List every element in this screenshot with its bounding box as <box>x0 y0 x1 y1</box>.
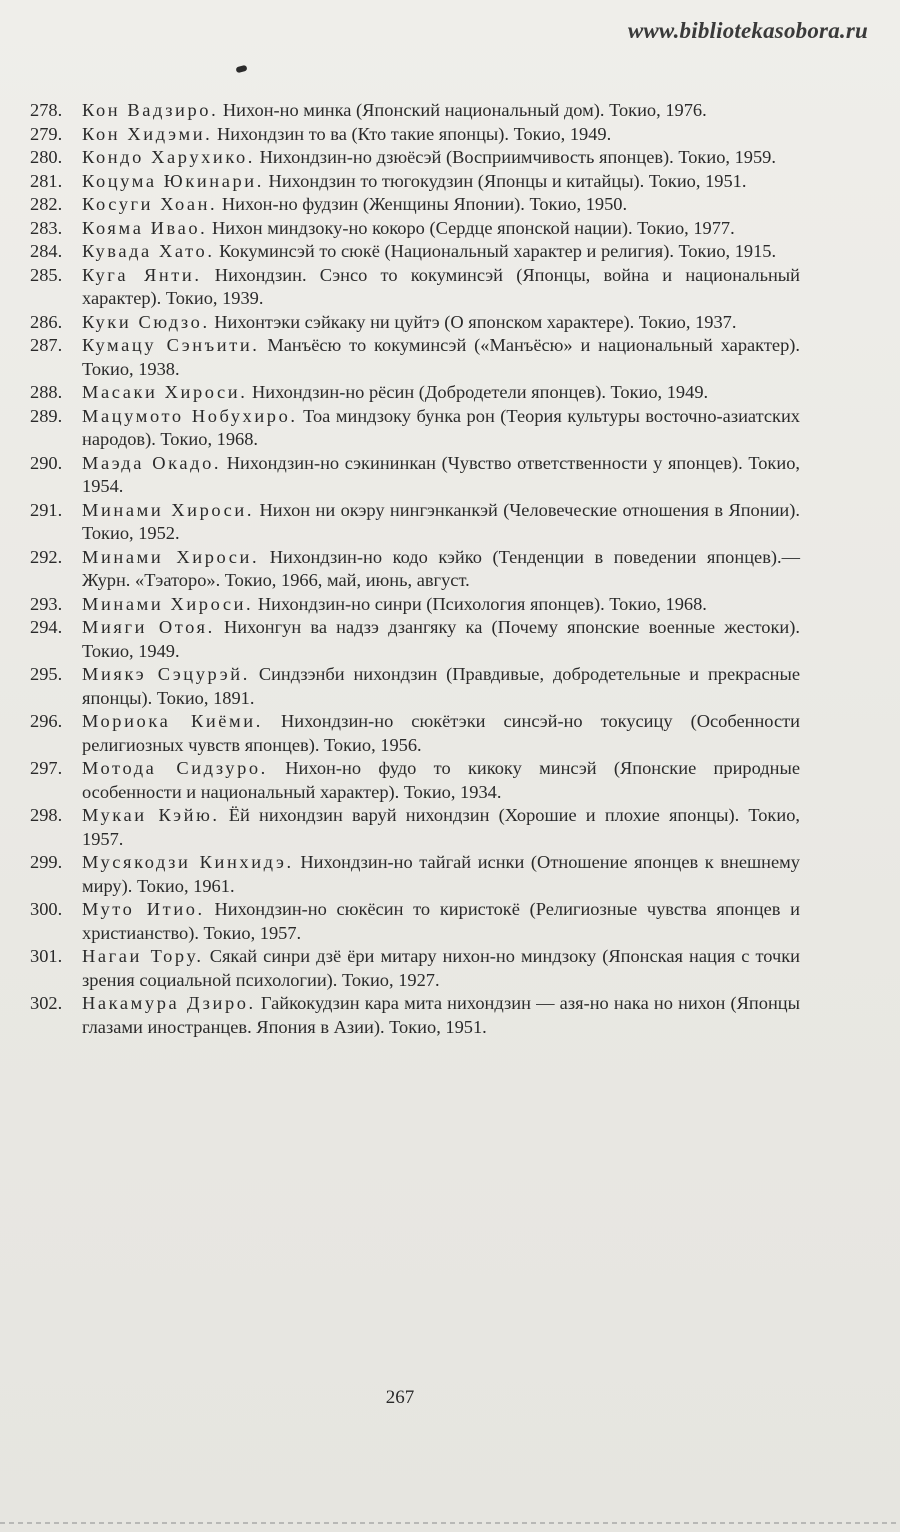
entry-author: Накамура Дзиро. <box>82 993 256 1013</box>
entry-number: 285. <box>30 264 63 285</box>
entry-text <box>82 593 800 617</box>
bibliography-entry <box>30 898 800 945</box>
entry-text <box>82 99 800 123</box>
entry-title: Нихонтэки сэйкаку ни цуйтэ (О японском характере). Токио, 1937. <box>209 311 737 332</box>
entry-number: 289. <box>30 405 63 426</box>
entry-number: 284. <box>30 241 63 261</box>
entry-number: 298. <box>30 805 63 825</box>
entry-number: 286. <box>30 311 63 332</box>
entry-author: Минами Хироси. <box>82 593 254 614</box>
entry-number: 297. <box>30 758 63 778</box>
entry-title: Нихондзин-но синри (Психология японцев). Токио, 1968. <box>253 593 707 614</box>
bibliography-entry <box>30 663 800 710</box>
entry-title: Нихон ни окэру нингэнканкэй (Человеческие отношения в Японии). Токио, 1952. <box>82 499 800 543</box>
bibliography-entry <box>30 99 800 123</box>
entry-author: Кувада Хато. <box>82 241 215 261</box>
entry-text <box>82 170 800 194</box>
entry-number: 288. <box>30 382 63 402</box>
page-edge <box>0 1522 900 1524</box>
entry-number: 300. <box>30 899 63 919</box>
watermark-url: www.bibliotekasobora.ru <box>627 18 868 43</box>
bibliography-list <box>30 99 800 1039</box>
bibliography-entry <box>30 311 800 335</box>
entry-text <box>82 804 800 851</box>
bibliography-entry <box>30 123 800 147</box>
bibliography-entry <box>30 710 800 757</box>
bibliography-entry <box>30 217 800 241</box>
entry-text <box>82 217 800 241</box>
entry-title: Нихондзин-но дзюёсэй (Восприимчивость японцев). Токио, 1959. <box>254 147 776 167</box>
bibliography-entry <box>30 851 800 898</box>
entry-number: 280. <box>30 147 63 167</box>
entry-title: Нихондзин-но кодо кэйко (Тенденции в поведении японцев).— Журн. «Тэаторо». Токио, 1966, май, июнь, август. <box>82 546 801 590</box>
entry-author: Кумацу Сэнъити. <box>82 335 260 355</box>
entry-number: 293. <box>30 593 63 614</box>
entry-title: Нихонгун ва надзэ дзангяку ка (Почему японские военные жестоки). Токио, 1949. <box>82 617 800 661</box>
ink-smudge <box>235 65 247 74</box>
entry-author: Мияги Отоя. <box>82 617 215 637</box>
entry-author: Нагаи Тору. <box>82 946 204 966</box>
entry-author: Кон Хидэми. <box>82 123 213 144</box>
entry-text <box>82 146 800 170</box>
entry-number: 294. <box>30 617 63 637</box>
entry-text <box>82 240 800 264</box>
entry-text <box>82 334 800 381</box>
entry-title: Гайкокудзин кара мита нихондзин — азя-но нака но нихон (Японцы глазами иностранцев. Япония в Азии). Токио, 1951. <box>82 993 801 1037</box>
entry-title: Манъёсю то кокуминсэй («Манъёсю» и национальный характер). Токио, 1938. <box>82 335 800 379</box>
bibliography-entry <box>30 405 800 452</box>
entry-title: Ёй нихондзин варуй нихондзин (Хорошие и плохие японцы). Токио, 1957. <box>82 805 800 849</box>
entry-number: 302. <box>30 993 63 1013</box>
entry-title: Нихондзин-но рёсин (Добродетели японцев). Токио, 1949. <box>247 382 709 402</box>
entry-title: Нихондзин то ва (Кто такие японцы). Токио, 1949. <box>212 123 612 144</box>
entry-number: 295. <box>30 664 63 684</box>
page-number: 267 <box>385 1387 415 1408</box>
entry-text <box>82 123 800 147</box>
entry-title: Нихон-но минка (Японский национальный дом). Токио, 1976. <box>218 100 707 120</box>
entry-author: Куки Сюдзо. <box>82 311 210 332</box>
entry-author: Минами Хироси. <box>82 499 255 520</box>
entry-number: 278. <box>30 100 63 120</box>
entry-author: Кондо Харухико. <box>82 147 255 167</box>
entry-number: 287. <box>30 335 63 355</box>
entry-text <box>82 499 800 546</box>
bibliography-entry <box>30 240 800 264</box>
entry-number: 291. <box>30 499 63 520</box>
entry-title: Нихон-но фудо то кикоку минсэй (Японские природные особенности и национальный характер). Токио, 1934. <box>82 758 800 802</box>
entry-text <box>82 945 800 992</box>
bibliography-entry <box>30 757 800 804</box>
entry-title: Нихондзин-но сэкининкан (Чувство ответственности у японцев). Токио, 1954. <box>82 452 800 496</box>
entry-text <box>82 452 800 499</box>
entry-title: Нихон миндзоку-но кокоро (Сердце японской нации). Токио, 1977. <box>207 217 735 238</box>
entry-author: Маэда Окадо. <box>82 452 222 473</box>
entry-text <box>82 311 800 335</box>
entry-author: Минами Хироси. <box>82 546 260 567</box>
entry-author: Мукаи Кэйю. <box>82 805 220 825</box>
bibliography-entry <box>30 616 800 663</box>
entry-text <box>82 992 800 1039</box>
entry-author: Косуги Хоан. <box>82 194 218 214</box>
entry-text <box>82 851 800 898</box>
bibliography-entry <box>30 593 800 617</box>
bibliography-entry <box>30 334 800 381</box>
entry-text <box>82 757 800 804</box>
entry-title: Кокуминсэй то сюкё (Национальный характер и религия). Токио, 1915. <box>214 241 777 261</box>
entry-author: Масаки Хироси. <box>82 382 248 402</box>
bibliography-entry <box>30 193 800 217</box>
entry-number: 282. <box>30 194 63 214</box>
entry-title: Нихон-но фудзин (Женщины Японии). Токио, 1950. <box>217 194 628 214</box>
entry-title: Синдзэнби нихондзин (Правдивые, добродетельные и прекрасные японцы). Токио, 1891. <box>82 664 800 708</box>
entry-title: Сякай синри дзё ёри митару нихон-но миндзоку (Японская нация с точки зрения социальной психологии). Токио, 1927. <box>82 946 801 990</box>
entry-text <box>82 405 800 452</box>
entry-title: Нихондзин-но тайгай иснки (Отношение японцев к внешнему миру). Токио, 1961. <box>82 852 801 896</box>
entry-number: 290. <box>30 452 63 473</box>
bibliography-entry <box>30 546 800 593</box>
bibliography-entry <box>30 945 800 992</box>
entry-author: Коцума Юкинари. <box>82 170 264 191</box>
bibliography-entry <box>30 804 800 851</box>
entry-title: Нихондзин то тюгокудзин (Японцы и китайцы). Токио, 1951. <box>263 170 747 191</box>
entry-text <box>82 663 800 710</box>
entry-author: Мориока Киёми. <box>82 711 263 731</box>
entry-number: 299. <box>30 852 63 872</box>
entry-author: Миякэ Сэцурэй. <box>82 664 250 684</box>
bibliography-entry <box>30 381 800 405</box>
bibliography-entry <box>30 452 800 499</box>
entry-text <box>82 898 800 945</box>
entry-number: 292. <box>30 546 63 567</box>
entry-title: Тоа миндзоку бунка рон (Теория культуры восточно-азиатских народов). Токио, 1968. <box>82 405 801 449</box>
entry-author: Кон Вадзиро. <box>82 100 219 120</box>
entry-number: 281. <box>30 170 63 191</box>
entry-number: 283. <box>30 217 63 238</box>
entry-text <box>82 710 800 757</box>
entry-author: Мусякодзи Кинхидэ. <box>82 852 294 872</box>
entry-title: Нихондзин. Сэнсо то кокуминсэй (Японцы, война и национальный характер). Токио, 1939. <box>82 264 800 308</box>
entry-number: 296. <box>30 711 63 731</box>
entry-title: Нихондзин-но сюкётэки синсэй-но токусицу (Особенности религиозных чувств японцев). Токио, 1956. <box>82 711 800 755</box>
entry-text <box>82 616 800 663</box>
entry-number: 301. <box>30 946 63 966</box>
entry-author: Муто Итио. <box>82 899 205 919</box>
bibliography-entry <box>30 992 800 1039</box>
entry-author: Мотода Сидзуро. <box>82 758 268 778</box>
entry-text <box>82 193 800 217</box>
bibliography-entry <box>30 264 800 311</box>
entry-title: Нихондзин-но сюкёсин то кириcтокё (Религиозные чувства японцев и христианство). Токио, 1957. <box>82 899 800 943</box>
bibliography-entry <box>30 499 800 546</box>
bibliography-entry <box>30 170 800 194</box>
entry-number: 279. <box>30 123 63 144</box>
entry-text <box>82 546 800 593</box>
entry-text <box>82 381 800 405</box>
entry-author: Куга Янти. <box>82 264 202 285</box>
entry-text <box>82 264 800 311</box>
entry-author: Коямa Ивао. <box>82 217 208 238</box>
bibliography-entry <box>30 146 800 170</box>
entry-author: Мацумото Нобухиро. <box>82 405 298 426</box>
